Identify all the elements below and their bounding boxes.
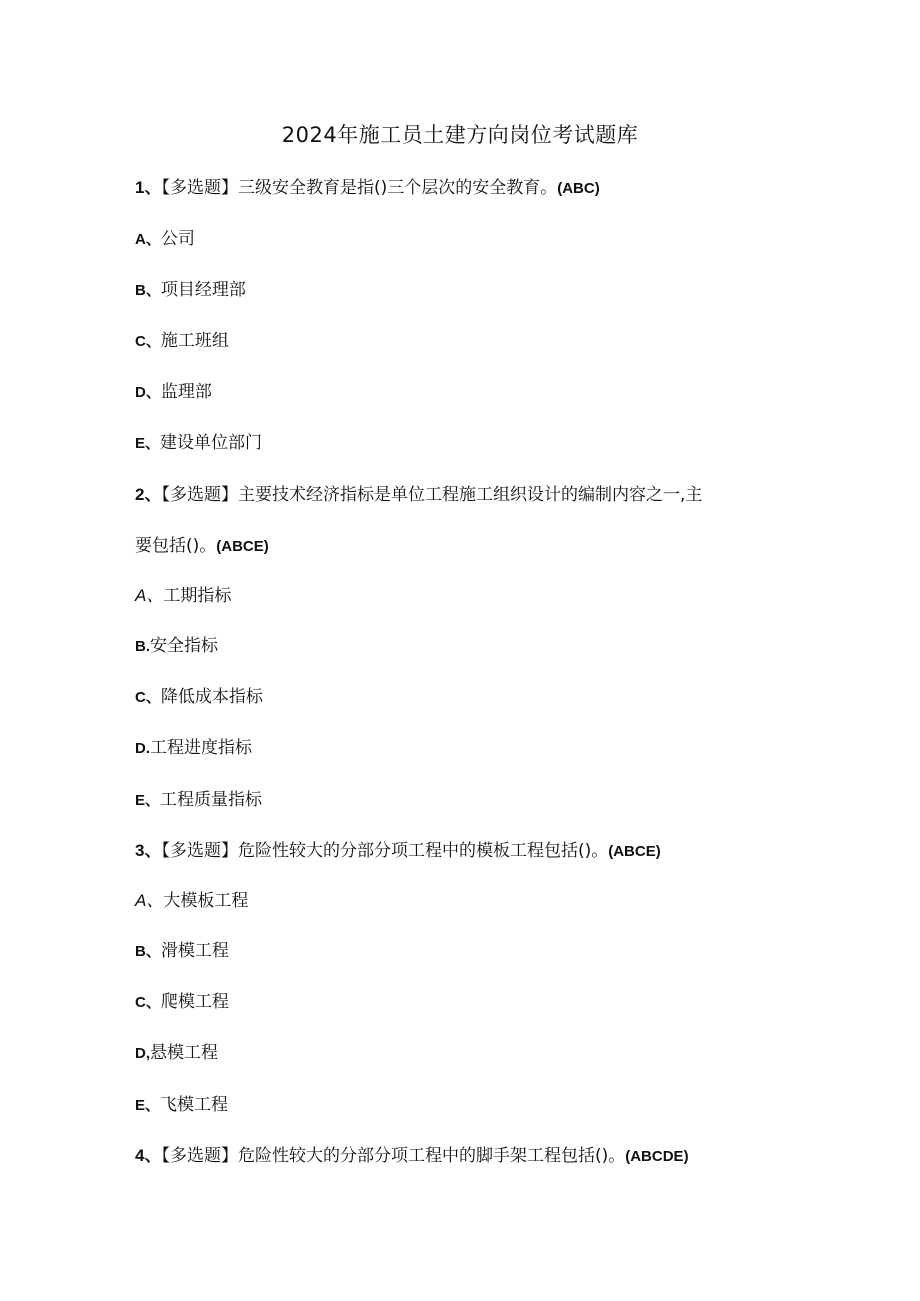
option-c — [135, 684, 263, 711]
option-a — [135, 226, 195, 253]
option-text: 建设单位部门 — [160, 433, 263, 453]
option-letter: D、 — [135, 384, 161, 401]
option-e — [135, 787, 262, 814]
question-4 — [135, 1143, 689, 1170]
option-letter: C、 — [135, 994, 161, 1011]
option-text: 公司 — [160, 229, 195, 249]
option-text: 悬模工程 — [150, 1043, 218, 1063]
question-answer: (ABC) — [557, 180, 600, 197]
option-letter: C、 — [135, 333, 161, 350]
question-text: 要包括()。 — [135, 536, 217, 556]
option-letter: A、 — [135, 586, 164, 605]
option-b — [135, 633, 218, 660]
option-letter: D. — [135, 740, 150, 757]
option-text: 工程进度指标 — [150, 738, 252, 758]
question-number: 2、 — [135, 485, 162, 504]
option-letter: E、 — [135, 792, 161, 809]
option-text: 监理部 — [160, 382, 212, 402]
option-text: 飞模工程 — [160, 1095, 229, 1115]
question-number: 4、 — [135, 1146, 162, 1165]
option-letter: E、 — [135, 435, 161, 452]
option-letter: C、 — [135, 689, 161, 706]
option-d — [135, 379, 212, 406]
option-a — [135, 888, 248, 914]
option-b — [135, 277, 246, 304]
question-text: 【多选题】主要技术经济指标是单位工程施工组织设计的编制内容之一,主 — [161, 485, 703, 505]
option-letter: B、 — [135, 282, 161, 299]
option-letter: A、 — [135, 891, 164, 910]
document-title: 2024年施工员土建方向岗位考试题库 — [281, 123, 639, 147]
option-c — [135, 989, 229, 1016]
question-3 — [135, 838, 661, 865]
option-text: 工期指标 — [163, 586, 232, 606]
option-text: 大模板工程 — [163, 891, 249, 911]
question-2-continued — [135, 533, 269, 560]
option-d — [135, 1040, 218, 1067]
option-text: 施工班组 — [160, 331, 229, 351]
question-answer: (ABCDE) — [625, 1148, 689, 1165]
option-letter: B. — [135, 638, 150, 655]
option-letter: B、 — [135, 943, 161, 960]
question-text: 【多选题】危险性较大的分部分项工程中的脚手架工程包括()。 — [161, 1146, 626, 1166]
option-a — [135, 583, 231, 609]
question-number: 1、 — [135, 178, 162, 197]
question-number: 3、 — [135, 841, 162, 860]
option-e — [135, 430, 262, 457]
option-letter: D, — [135, 1045, 150, 1062]
question-answer: (ABCE) — [608, 843, 661, 860]
option-text: 项目经理部 — [160, 280, 246, 300]
option-d — [135, 735, 252, 762]
question-1 — [135, 175, 600, 202]
option-text: 工程质量指标 — [160, 790, 263, 810]
option-text: 爬模工程 — [160, 992, 229, 1012]
question-text: 【多选题】三级安全教育是指()三个层次的安全教育。 — [161, 178, 558, 198]
question-answer: (ABCE) — [216, 538, 269, 555]
question-text: 【多选题】危险性较大的分部分项工程中的模板工程包括()。 — [161, 841, 609, 861]
option-letter: E、 — [135, 1097, 161, 1114]
option-c — [135, 328, 229, 355]
option-text: 安全指标 — [150, 636, 218, 656]
option-e — [135, 1092, 228, 1119]
option-text: 降低成本指标 — [160, 687, 263, 707]
option-b — [135, 938, 229, 965]
option-text: 滑模工程 — [160, 941, 229, 961]
option-letter: A、 — [135, 231, 161, 248]
question-2 — [135, 482, 702, 508]
